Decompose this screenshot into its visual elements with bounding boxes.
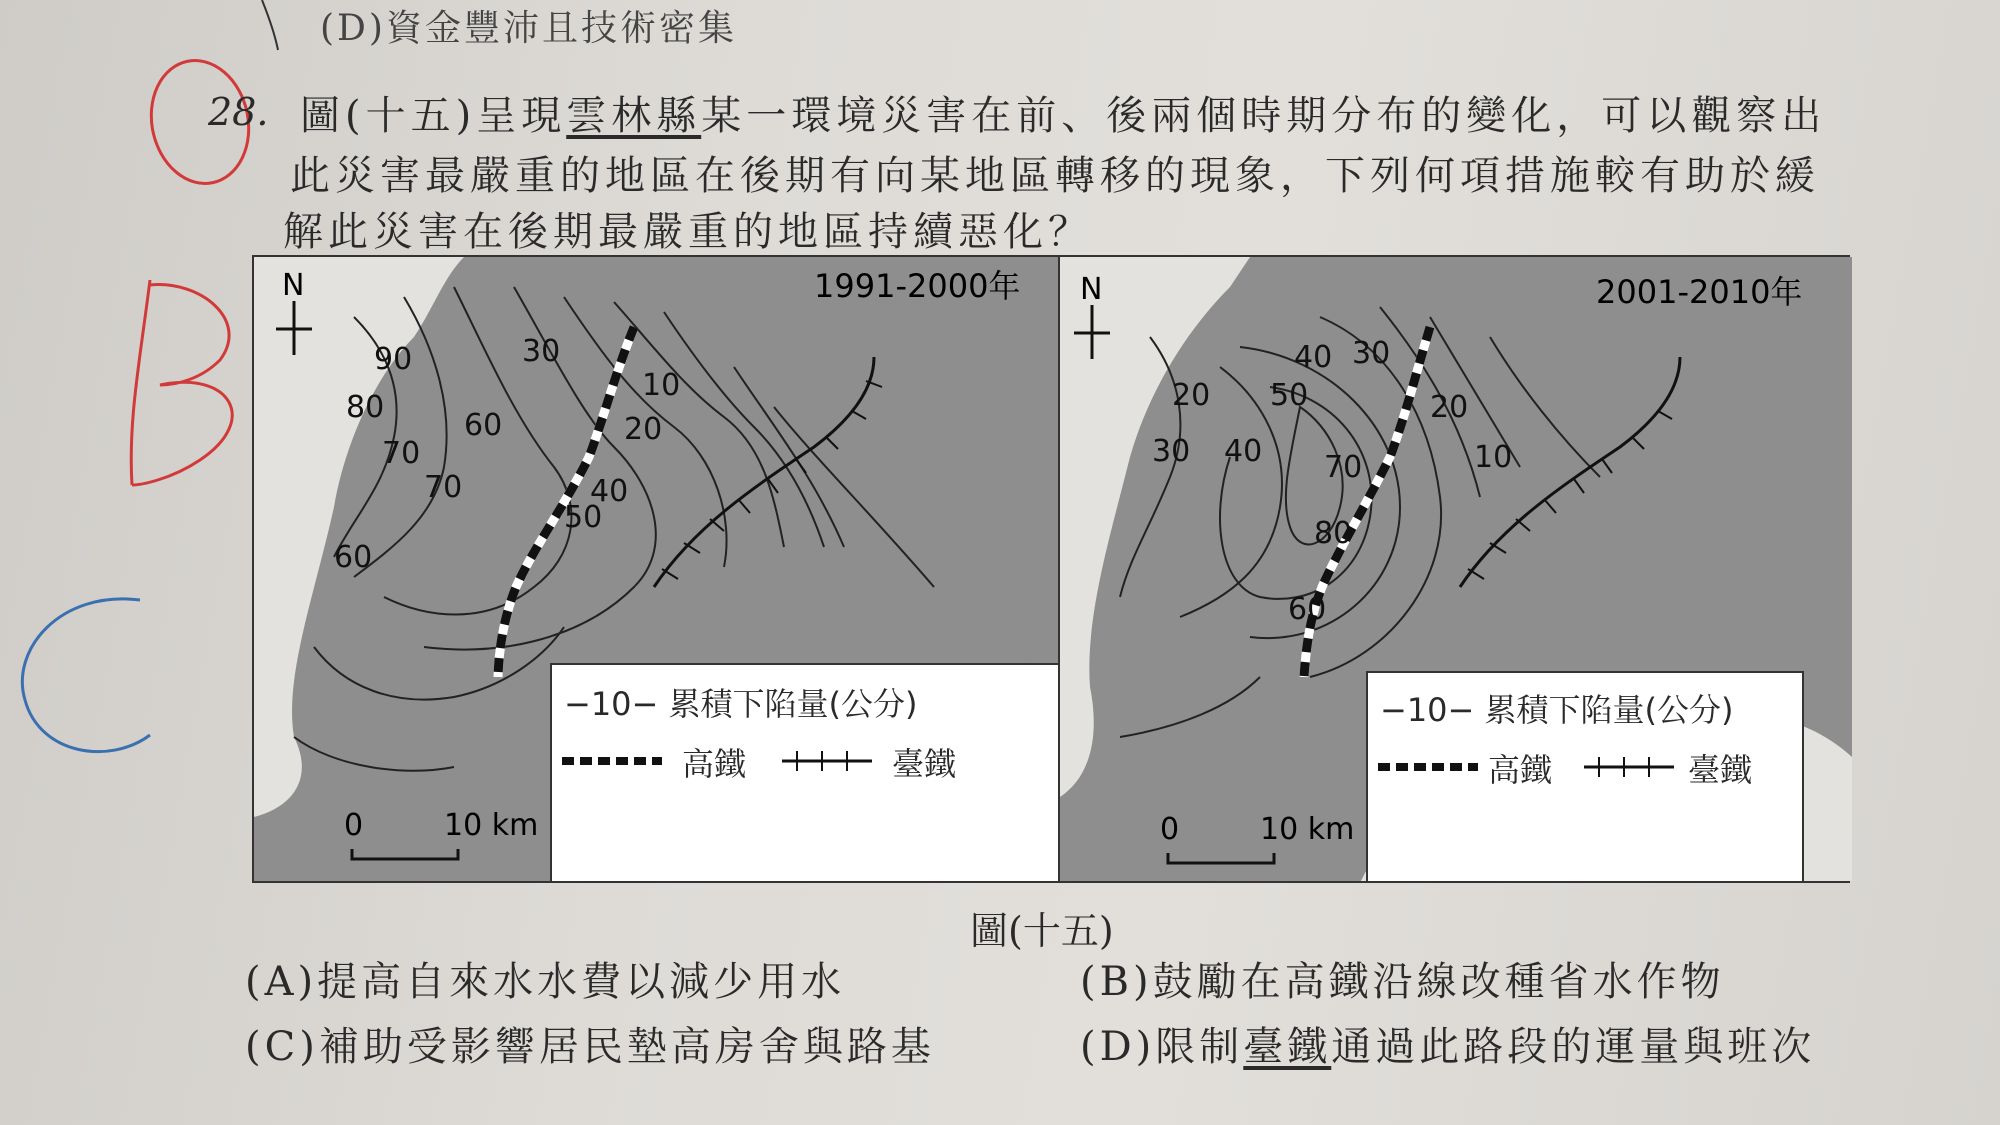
option-a: (A)提高自來水水費以減少用水 [245,959,846,1005]
contour-label: 50 [564,500,603,535]
contour-label: 40 [1294,340,1333,375]
period-label: 1991-2000年 [814,267,1021,305]
contour-label: 10 [642,368,681,403]
hsr-legend-icon [1378,757,1488,777]
north-label: N [1080,272,1103,307]
legend-tra: 臺鐵 [1688,751,1753,789]
north-label: N [282,268,305,303]
legend-hsr: 高鐵 [1488,751,1553,789]
contour-label: 60 [464,408,503,443]
legend-contour: −10− 累積下陷量(公分) [564,685,918,723]
previous-option-d: (D)資金豐沛且技術密集 [320,8,737,49]
contour-label: 20 [1172,378,1211,413]
option-c: (C)補助受影響居民墊高房舍與路基 [245,1024,935,1070]
option-b: (B)鼓勵在高鐵沿線改種省水作物 [1080,959,1725,1005]
figure-caption: 圖(十五) [970,909,1114,953]
line1-post: 某一環境災害在前、後兩個時期分布的變化，可以觀察出 [701,93,1827,139]
north-arrow-icon [1074,305,1110,359]
hsr-legend-icon [562,751,672,771]
scale-zero: 0 [1160,812,1180,847]
legend [1366,671,1804,881]
scale-zero: 0 [344,808,364,843]
figure-15 [252,255,1850,883]
contour-label: 70 [382,436,421,471]
tra-legend-icon [782,749,882,773]
contour-label: 80 [346,390,385,425]
margin-stroke [262,0,278,50]
question-line-3: 解此災害在後期最嚴重的地區持續惡化？ [283,209,1093,255]
map-2001-2010 [1060,257,1852,881]
legend [550,663,1060,881]
contour-label: 60 [334,540,373,575]
scale-distance: 10 km [444,808,539,843]
contour-label: 30 [522,334,561,369]
county-name: 雲林縣 [566,93,702,139]
contour-label: 40 [1224,434,1263,469]
option-d-post: 通過此路段的運量與班次 [1331,1024,1816,1070]
contour-label: 70 [424,470,463,505]
question-line-1 [300,84,1826,141]
contour-label: 90 [374,342,413,377]
line1-pre: 圖(十五)呈現 [300,93,567,139]
option-d [1080,1015,1815,1072]
scale-distance: 10 km [1260,812,1355,847]
contour-label: 30 [1152,434,1191,469]
question-number: 28. [208,90,269,134]
tra-legend-icon [1584,755,1684,779]
contour-label: 60 [1288,592,1327,627]
north-arrow-icon [276,301,312,355]
legend-tra: 臺鐵 [892,745,957,783]
contour-label: 50 [1270,378,1309,413]
contour-label: 40 [590,474,629,509]
contour-label: 80 [1314,516,1353,551]
period-label: 2001-2010年 [1596,273,1803,311]
legend-hsr: 高鐵 [682,745,747,783]
option-d-pre: (D)限制 [1080,1024,1244,1070]
contour-label: 30 [1352,336,1391,371]
answer-b-mark [131,280,232,485]
contour-label: 20 [624,412,663,447]
contour-label: 10 [1474,440,1513,475]
contour-label: 20 [1430,390,1469,425]
legend-contour: −10− 累積下陷量(公分) [1380,691,1734,729]
answer-c-mark [22,599,150,752]
question-line-2: 此災害最嚴重的地區在後期有向某地區轉移的現象，下列何項措施較有助於緩 [290,153,1820,199]
map-1991-2000 [254,257,1060,881]
contour-label: 70 [1324,450,1363,485]
option-d-underlined: 臺鐵 [1243,1024,1332,1070]
